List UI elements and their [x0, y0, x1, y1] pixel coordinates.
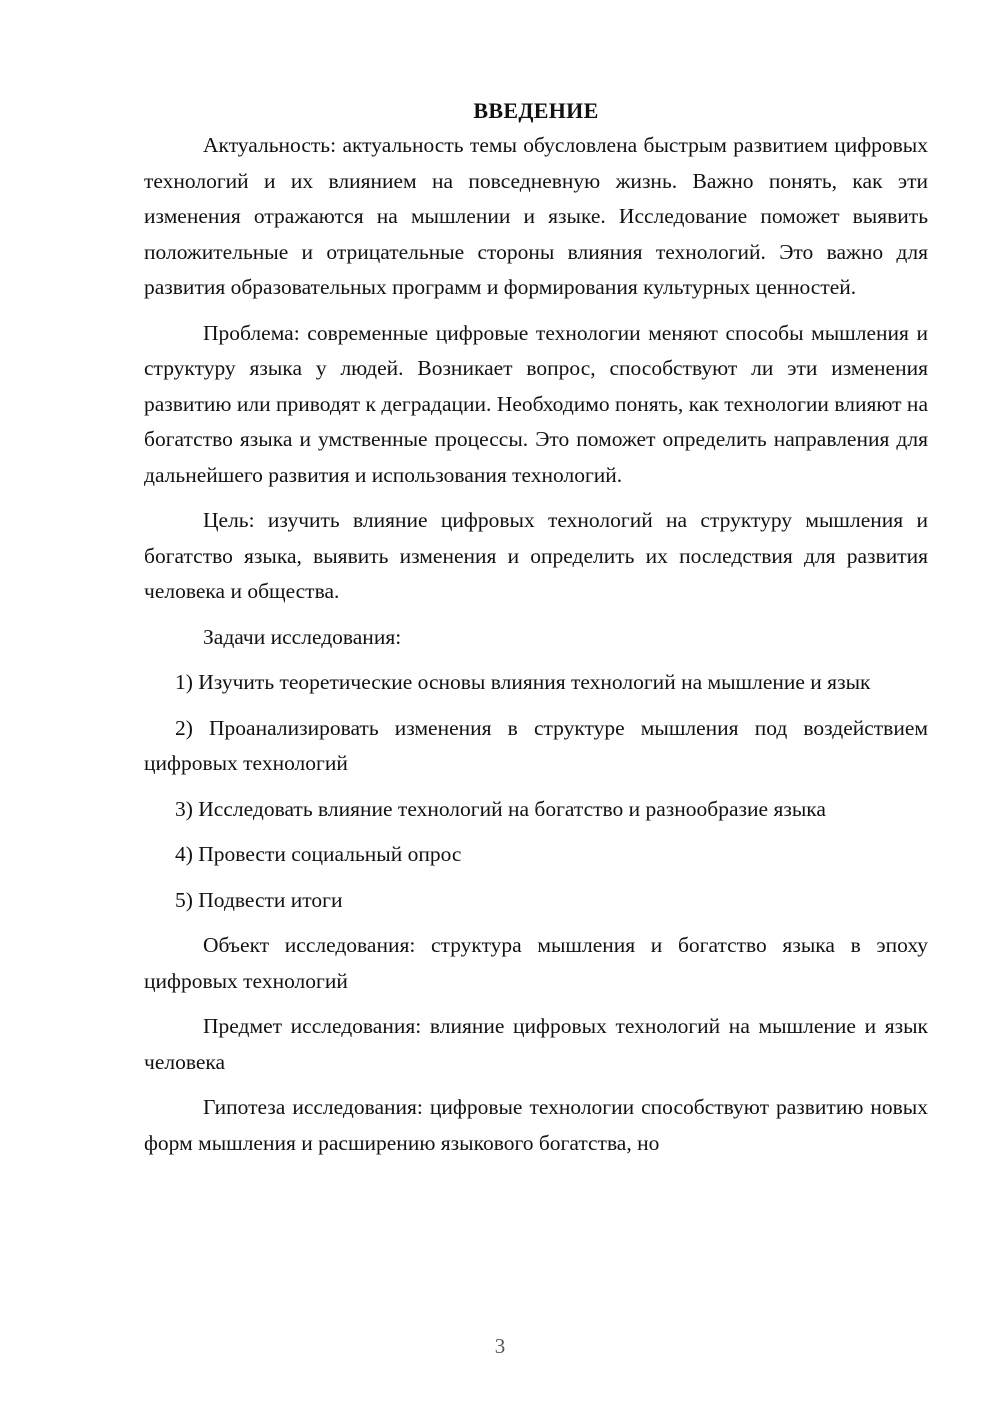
task-item: 4) Провести социальный опрос: [175, 842, 462, 866]
paragraph-object: Объект исследования: структура мышления и богатство языка в эпоху цифровых технологий: [144, 933, 928, 993]
paragraph-hypothesis: Гипотеза исследования: цифровые технологии способствуют развитию новых форм мышления и расширению языкового богатства, но: [144, 1095, 928, 1155]
paragraph-relevance: Актуальность: актуальность темы обусловлена быстрым развитием цифровых технологий и их влиянием на повседневную жизнь. Важно понять, как эти изменения отражаются на мышлении и языке. Исследование поможет выявить положительные и отрицательные стороны влияния технологий. Это важно для развития образовательных программ и формирования культурных ценностей.: [144, 133, 928, 299]
document-page: [144, 96, 928, 1171]
task-item: 1) Изучить теоретические основы влияния технологий на мышление и язык: [175, 670, 871, 694]
page-number: 3: [494, 1334, 506, 1358]
paragraph-tasks-title: Задачи исследования:: [203, 624, 402, 649]
task-item: 2) Проанализировать изменения в структуре мышления под воздействием цифровых технологий: [144, 715, 928, 775]
task-item: 3) Исследовать влияние технологий на богатство и разнообразие языка: [175, 796, 826, 821]
paragraph-goal: Цель: изучить влияние цифровых технологий на структуру мышления и богатство языка, выявить изменения и определить их последствия для развития человека и общества.: [144, 508, 928, 603]
section-heading: ВВЕДЕНИЕ: [473, 98, 599, 123]
paragraph-subject: Предмет исследования: влияние цифровых технологий на мышление и язык человека: [144, 1014, 928, 1074]
paragraph-problem: Проблема: современные цифровые технологии меняют способы мышления и структуру языка у людей. Возникает вопрос, способствуют ли эти изменения развитию или приводят к деградации. Необходимо понять, как технологии влияют на богатство языка и умственные процессы. Это поможет определить направления для дальнейшего развития и использования технологий.: [144, 320, 928, 487]
task-item: 5) Подвести итоги: [175, 887, 343, 912]
